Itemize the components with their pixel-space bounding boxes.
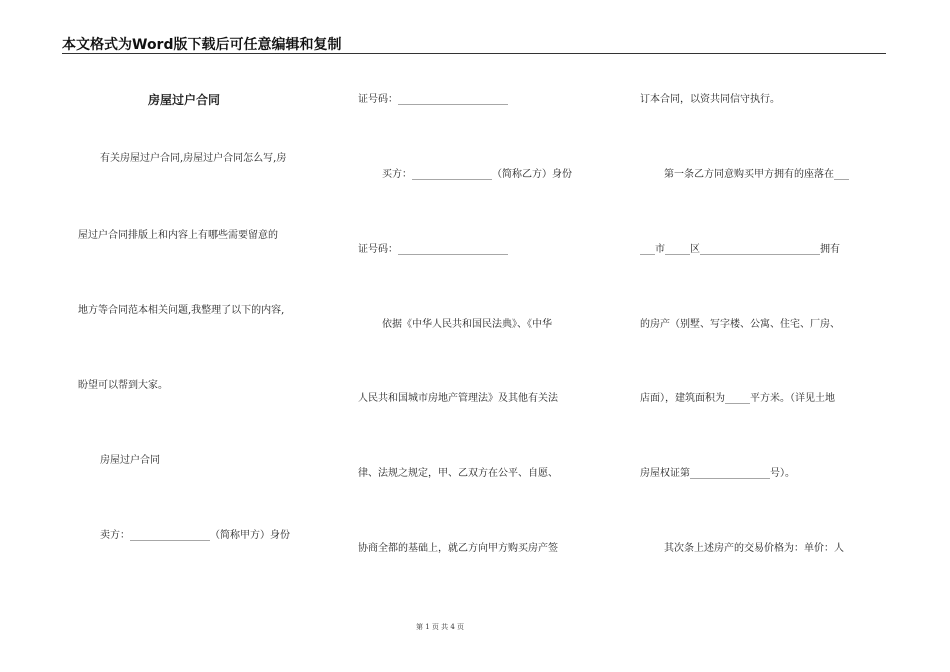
document-header: 本文格式为Word版下载后可任意编辑和复制 [62,37,342,53]
paragraph-line: 卖方：________________（简称甲方）身份 [100,530,290,541]
paragraph-line: 其次条上述房产的交易价格为：单价：人 [664,543,844,554]
header-divider [62,53,886,54]
paragraph-line: 律、法规之规定，甲、乙双方在公平、自愿、 [358,468,558,479]
paragraph-line: 证号码：______________________ [358,244,508,255]
paragraph-line: 依据《中华人民共和国民法典》、《中华 [382,319,552,330]
paragraph-line: 订本合同，以资共同信守执行。 [640,94,780,105]
paragraph-line: 有关房屋过户合同,房屋过户合同怎么写,房 [100,153,287,164]
page-number-footer: 第 1 页 共 4 页 [415,623,465,631]
paragraph-line: 协商全都的基础上，就乙方向甲方购买房产签 [358,543,558,554]
paragraph-line: 人民共和国城市房地产管理法》及其他有关法 [358,393,558,404]
paragraph-line: 买方：________________（简称乙方）身份 [382,169,572,180]
paragraph-line: 屋过户合同排版上和内容上有哪些需要留意的 [78,230,278,241]
paragraph-line: 证号码：______________________ [358,94,508,105]
document-title: 房屋过户合同 [148,93,221,107]
paragraph-line: 房屋过户合同 [100,455,160,466]
paragraph-line: 房屋权证第________________号）。 [640,468,795,479]
paragraph-line: 店面），建筑面积为_____平方米。（详见土地 [640,393,835,404]
paragraph-line: 盼望可以帮到大家。 [78,380,168,391]
paragraph-line: 第一条乙方同意购买甲方拥有的座落在___ [664,169,849,180]
paragraph-line: 的房产（别墅、写字楼、公寓、住宅、厂房、 [640,319,840,330]
paragraph-line: 地方等合同范本相关问题,我整理了以下的内容, [78,305,285,316]
paragraph-line: ___市_____区________________________拥有 [640,244,840,255]
